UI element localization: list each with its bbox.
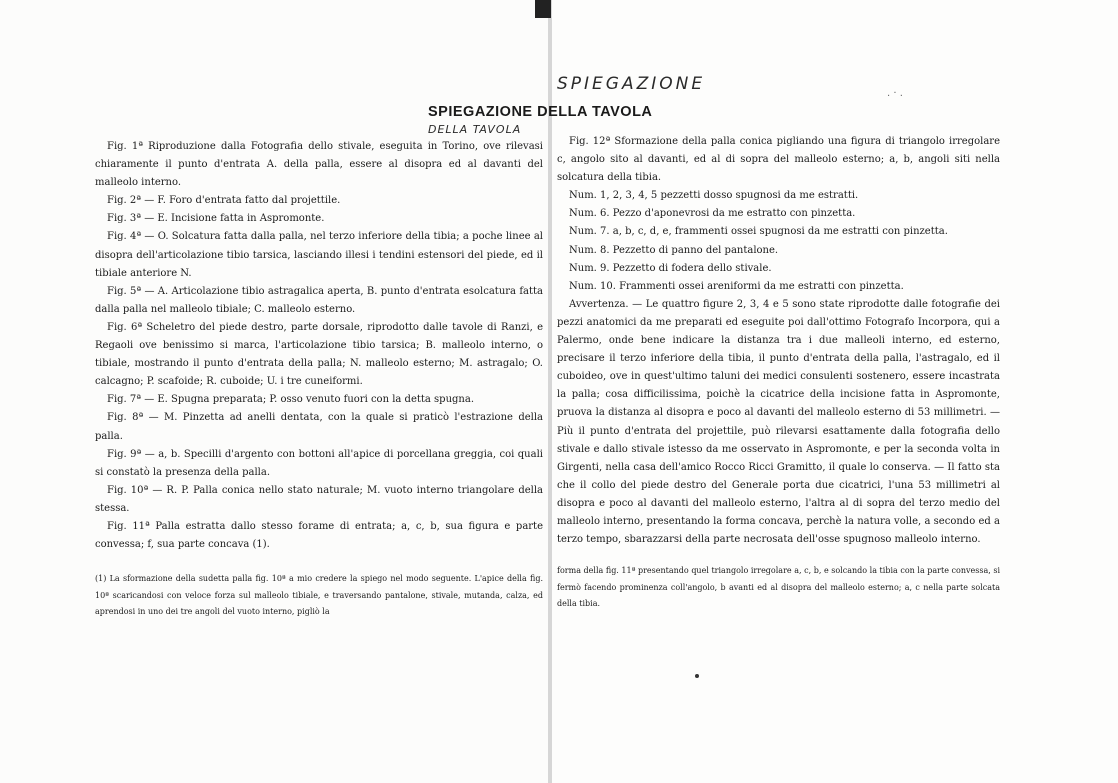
- specimen-item: Num. 6. Pezzo d'aponevrosi da me estratto con pinzetta.: [569, 208, 856, 220]
- figure-caption: Fig. 1ª Riproduzione dalla Fotografia dello stivale, eseguita in Torino, ove rilevasi chiaramente il punto d'entrata A. della palla, essere al disopra ed al davanti del malleolo interno.: [95, 141, 543, 189]
- page-heading: SPIEGAZIONE DELLA TAVOLA: [428, 104, 653, 120]
- specimen-item: Num. 1, 2, 3, 4, 5 pezzetti dosso spugnosi da me estratti.: [569, 190, 859, 202]
- warning-paragraph: Avvertenza. — Le quattro figure 2, 3, 4 e 5 sono state riprodotte dalle fotografie dei pezzi anatomici da me preparati ed eseguite poi dall'ottimo Fotografo Incorpora, qui a Palermo, onde bene indicare la distanza tra i due malleoli interno, ed esterno, precisare il terzo inferiore della tibia, il punto d'entrata della palla, l'astragalo, ed il cuboideo, ove in quest'ultimo taluni dei medici consulenti sostenero, essere incastrata la palla; cosa difficilissima, poichè la cicatrice della incisione fatta in Aspromonte, pruova la distanza al disopra e poco al davanti del malleolo esterno di 53 millimetri. — Più il punto d'entrata del projettile, può rilevarsi esattamente dalla fotografia dello stivale e dallo stivale istesso da me osservato in Aspromonte, e per la seconda volta in Girgenti, nella casa dell'amico Rocco Ricci Gramitto, il quale lo conserva. — Il fatto sta che il collo del piede destro del Generale porta due cicatrici, l'una 53 millimetri al disopra e poco al davanti del malleolo esterno, l'altra al di sopra del terzo medio del malleolo interno, presentando la forma concava, perchè la natura volle, a secondo ed a terzo tempo, sbarazzarsi della parte necrosata dell'osse spugnoso malleolo interno.: [557, 298, 1000, 546]
- specimen-item: Num. 9. Pezzetto di fodera dello stivale.: [569, 262, 772, 274]
- ink-speck: [695, 674, 699, 678]
- figure-caption: Fig. 7ª — E. Spugna preparata; P. osso venuto fuori con la detta spugna.: [107, 394, 474, 406]
- figure-caption: Fig. 8ª — M. Pinzetta ad anelli dentata, con la quale si praticò l'estrazione della palla.: [95, 412, 543, 442]
- binding-shadow: [535, 0, 551, 18]
- handwritten-note-spiegazione: SPIEGAZIONE: [557, 74, 706, 94]
- figure-caption: Fig. 6ª Scheletro del piede destro, parte dorsale, riprodotto dalle tavole di Ranzi, e Regaoli ove benissimo si marca, l'articolazione tibio tarsica; B. malleolo interno, o tibiale, mostrando il punto d'entrata della palla; N. malleolo esterno; M. astragalo; O. calcagno; P. scafoide; R. cuboide; U. i tre cuneiformi.: [95, 321, 543, 388]
- specimen-item: Num. 7. a, b, c, d, e, frammenti ossei spugnosi da me estratti con pinzetta.: [569, 226, 948, 238]
- figure-caption: Fig. 5ª — A. Articolazione tibio astragalica aperta, B. punto d'entrata esolcatura fatta dalla palla nel malleolo tibiale; C. malleolo esterno.: [95, 285, 543, 315]
- figure-caption: Fig. 4ª — O. Solcatura fatta dalla palla, nel terzo inferiore della tibia; a poche linee al disopra dell'articolazione tibio tarsica, lasciando illesi i tendini estensori del piede, ed il tibiale anteriore N.: [95, 231, 543, 279]
- figure-caption: Fig. 12ª Sformazione della palla conica pigliando una figura di triangolo irregolare c, angolo sito al davanti, ed al di sopra del malleolo esterno; a, b, angoli siti nella solcatura della tibia.: [557, 136, 1000, 184]
- left-column: [95, 138, 543, 554]
- left-footnote: (1) La sformazione della sudetta palla fig. 10ª a mio credere la spiego nel modo seguente. L'apice della fig. 10ª scaricandosi con veloce forza sul malleolo tibiale, e traversando pantalone, stivale, mutanda, calza, ed aprendosi in uno dei tre angoli del vuoto interno, pigliò la: [95, 574, 543, 617]
- figure-caption: Fig. 9ª — a, b. Specilli d'argento con bottoni all'apice di porcellana greggia, coi quali si constatò la presenza della palla.: [95, 448, 543, 478]
- stray-marks: . · .: [887, 88, 903, 99]
- figure-caption: Fig. 10ª — R. P. Palla conica nello stato naturale; M. vuoto interno triangolare della stessa.: [95, 484, 543, 514]
- right-column: [557, 133, 1000, 549]
- figure-caption: Fig. 3ª — E. Incisione fatta in Aspromonte.: [107, 213, 325, 225]
- specimen-item: Num. 8. Pezzetto di panno del pantalone.: [569, 244, 779, 256]
- figure-caption: Fig. 11ª Palla estratta dallo stesso forame di entrata; a, c, b, sua figura e parte convessa; f, sua parte concava (1).: [95, 520, 543, 551]
- figure-caption: Fig. 2ª — F. Foro d'entrata fatto dal projettile.: [107, 195, 341, 207]
- specimen-item: Num. 10. Frammenti ossei areniformi da me estratti con pinzetta.: [569, 280, 904, 292]
- right-footnote: forma della fig. 11ª presentando quel triangolo irregolare a, c, b, e solcando la tibia con la parte convessa, si fermò facendo prominenza coll'angolo, b avanti ed al disopra del malleolo esterno; a, c nella parte solcata della tibia.: [557, 566, 1000, 609]
- handwritten-note-della-tavola: DELLA TAVOLA: [428, 123, 522, 136]
